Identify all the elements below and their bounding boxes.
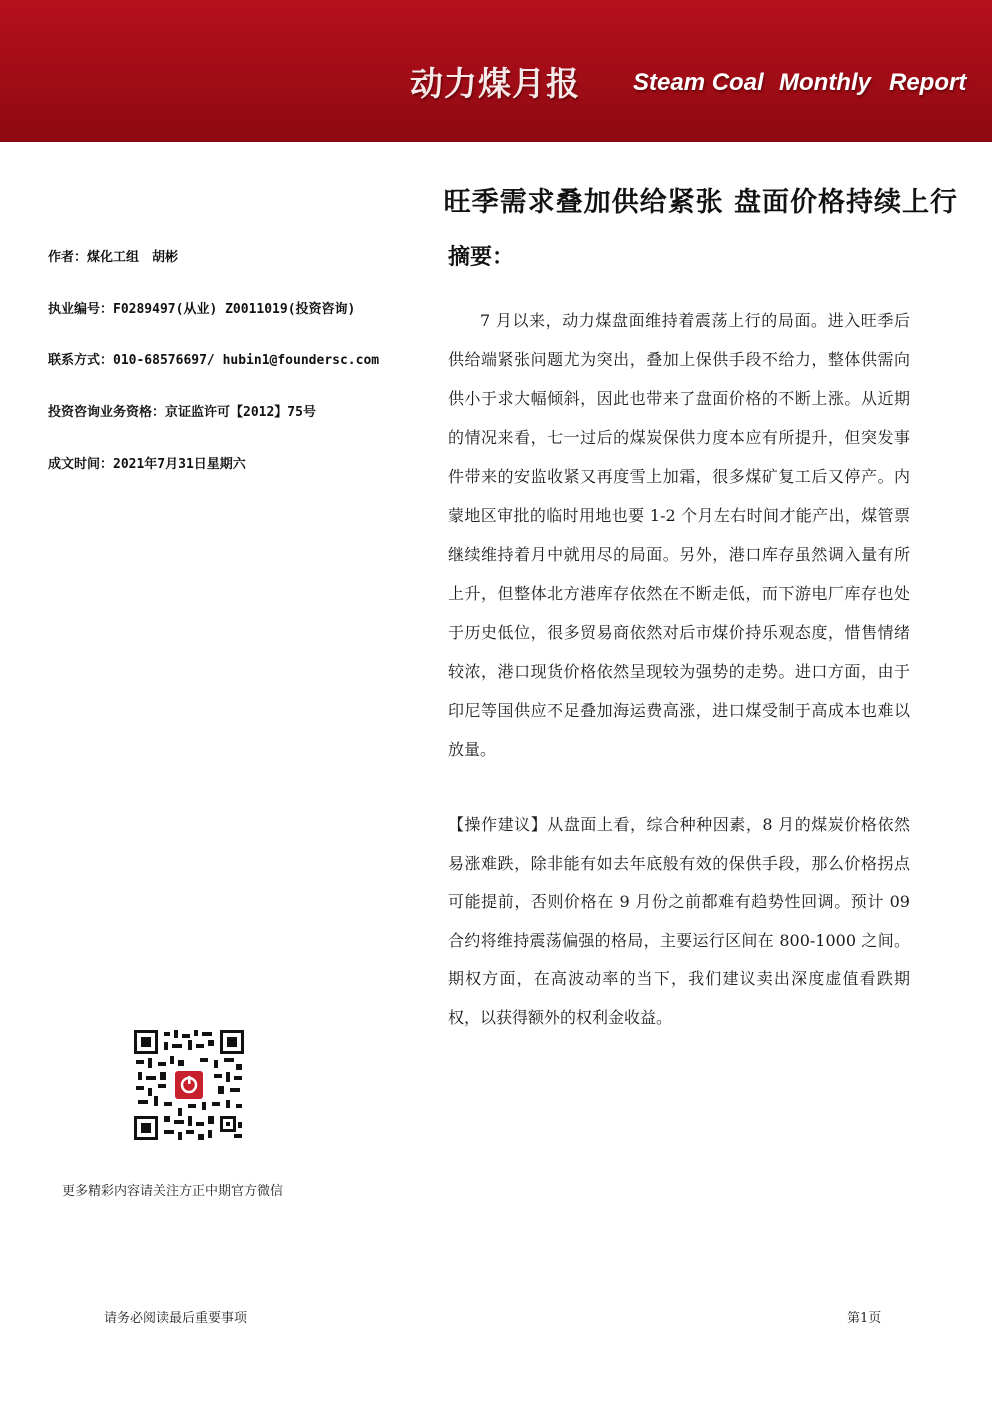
qr-caption: 更多精彩内容请关注方正中期官方微信 <box>62 1184 284 1199</box>
page-number: 第1页 <box>847 1311 882 1326</box>
header-title-en-report: Report <box>889 69 967 96</box>
meta-author: 作者：煤化工组 胡彬 <box>48 250 179 265</box>
meta-license: 执业编号：F0289497(从业) Z0011019(投资咨询) <box>48 302 356 317</box>
meta-contact: 联系方式：010-68576697/ hubin1@foundersc.com <box>48 353 380 368</box>
abstract-body <box>448 301 910 769</box>
footer-disclaimer-note: 请务必阅读最后重要事项 <box>104 1311 248 1326</box>
header-title-en-steam-coal: Steam Coal <box>633 69 764 96</box>
wechat-qr-code <box>134 1030 244 1140</box>
header-title-en-monthly: Monthly <box>779 69 871 96</box>
advice-paragraph: 【操作建议】从盘面上看，综合种种因素，8 月的煤炭价格依然易涨难跌，除非能有如去年底般有效的保供手段，那么价格拐点可能提前，否则价格在 9 月份之前都难有趋势性回调。预计 09 合约将维持震荡偏强的格局，主要运行区间在 800-1000 之间。期权方面，在高波动率的当下，我们建议卖出深度虚值看跌期权，以获得额外的权利金收益。 <box>448 815 910 1027</box>
meta-date: 成文时间：2021年7月31日星期六 <box>48 457 246 472</box>
header-title-cn: 动力煤月报 <box>410 64 580 103</box>
abstract-heading: 摘要： <box>448 245 515 270</box>
meta-qualification: 投资咨询业务资格：京证监许可【2012】75号 <box>48 405 316 420</box>
report-title: 旺季需求叠加供给紧张 盘面价格持续上行 <box>443 187 958 218</box>
abstract-paragraph: 7 月以来，动力煤盘面维持着震荡上行的局面。进入旺季后供给端紧张问题尤为突出，叠加上保供手段不给力，整体供需向供小于求大幅倾斜，因此也带来了盘面价格的不断上涨。从近期的情况来看，七一过后的煤炭保供力度本应有所提升，但突发事件带来的安监收紧又再度雪上加霜，很多煤矿复工后又停产。内蒙地区审批的临时用地也要 1-2 个月左右时间才能产出，煤管票继续维持着月中就用尽的局面。另外，港口库存虽然调入量有所上升，但整体北方港库存依然在不断走低，而下游电厂库存也处于历史低位，很多贸易商依然对后市煤价持乐观态度，惜售情绪较浓，港口现货价格依然呈现较为强势的走势。进口方面，由于印尼等国供应不足叠加海运费高涨，进口煤受制于高成本也难以放量。 <box>448 311 910 759</box>
operation-advice <box>448 806 910 1037</box>
